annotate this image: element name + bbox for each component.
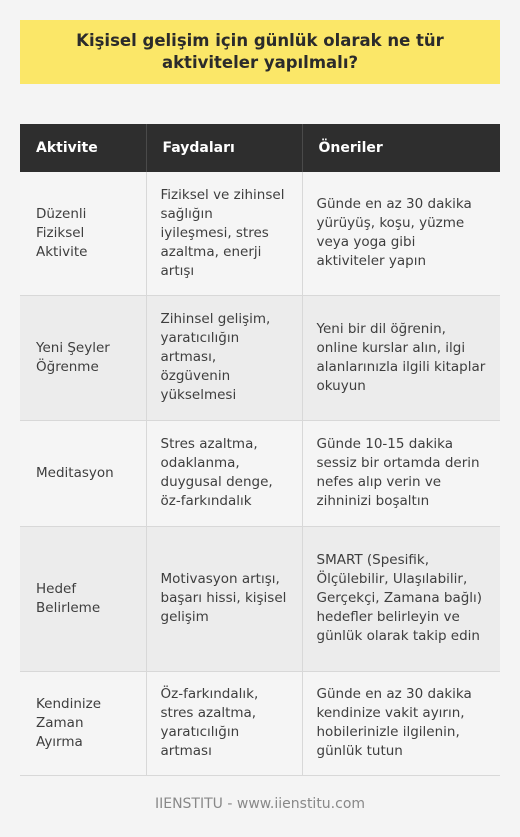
suggestions-cell: Günde en az 30 dakika kendinize vakit ayırın, hobilerinizle ilgilenin, günlük tutun xyxy=(302,671,500,775)
title-banner xyxy=(20,20,500,84)
footer-credit: IIENSTITU - www.iienstitu.com xyxy=(154,796,366,812)
activity-cell: Hedef Belirleme xyxy=(20,526,146,671)
header-benefits: Faydaları xyxy=(146,124,302,172)
header-activity: Aktivite xyxy=(20,124,146,172)
table-row xyxy=(20,526,500,671)
benefits-cell: Zihinsel gelişim, yaratıcılığın artması, özgüvenin yükselmesi xyxy=(146,295,302,420)
suggestions-cell: Günde 10-15 dakika sessiz bir ortamda derin nefes alıp verin ve zihninizi boşaltın xyxy=(302,420,500,526)
activity-cell: Kendinize Zaman Ayırma xyxy=(20,671,146,775)
activity-cell: Düzenli Fiziksel Aktivite xyxy=(20,172,146,295)
benefits-cell: Fiziksel ve zihinsel sağlığın iyileşmesi, stres azaltma, enerji artışı xyxy=(146,172,302,295)
table-header-row xyxy=(20,124,500,172)
table-row xyxy=(20,172,500,295)
suggestions-cell: SMART (Spesifik, Ölçülebilir, Ulaşılabilir, Gerçekçi, Zamana bağlı) hedefler belirleyin ve günlük olarak takip edin xyxy=(302,526,500,671)
page-title: Kişisel gelişim için günlük olarak ne tür aktiviteler yapılmalı? xyxy=(76,31,444,72)
table-row xyxy=(20,295,500,420)
suggestions-cell: Günde en az 30 dakika yürüyüş, koşu, yüzme veya yoga gibi aktiviteler yapın xyxy=(302,172,500,295)
activity-cell: Yeni Şeyler Öğrenme xyxy=(20,295,146,420)
benefits-cell: Stres azaltma, odaklanma, duygusal denge, öz-farkındalık xyxy=(146,420,302,526)
benefits-cell: Öz-farkındalık, stres azaltma, yaratıcılığın artması xyxy=(146,671,302,775)
table-row xyxy=(20,671,500,775)
header-suggestions: Öneriler xyxy=(302,124,500,172)
activities-table xyxy=(20,124,500,776)
benefits-cell: Motivasyon artışı, başarı hissi, kişisel gelişim xyxy=(146,526,302,671)
suggestions-cell: Yeni bir dil öğrenin, online kurslar alın, ilgi alanlarınızla ilgili kitaplar okuyun xyxy=(302,295,500,420)
table-row xyxy=(20,420,500,526)
activity-cell: Meditasyon xyxy=(20,420,146,526)
